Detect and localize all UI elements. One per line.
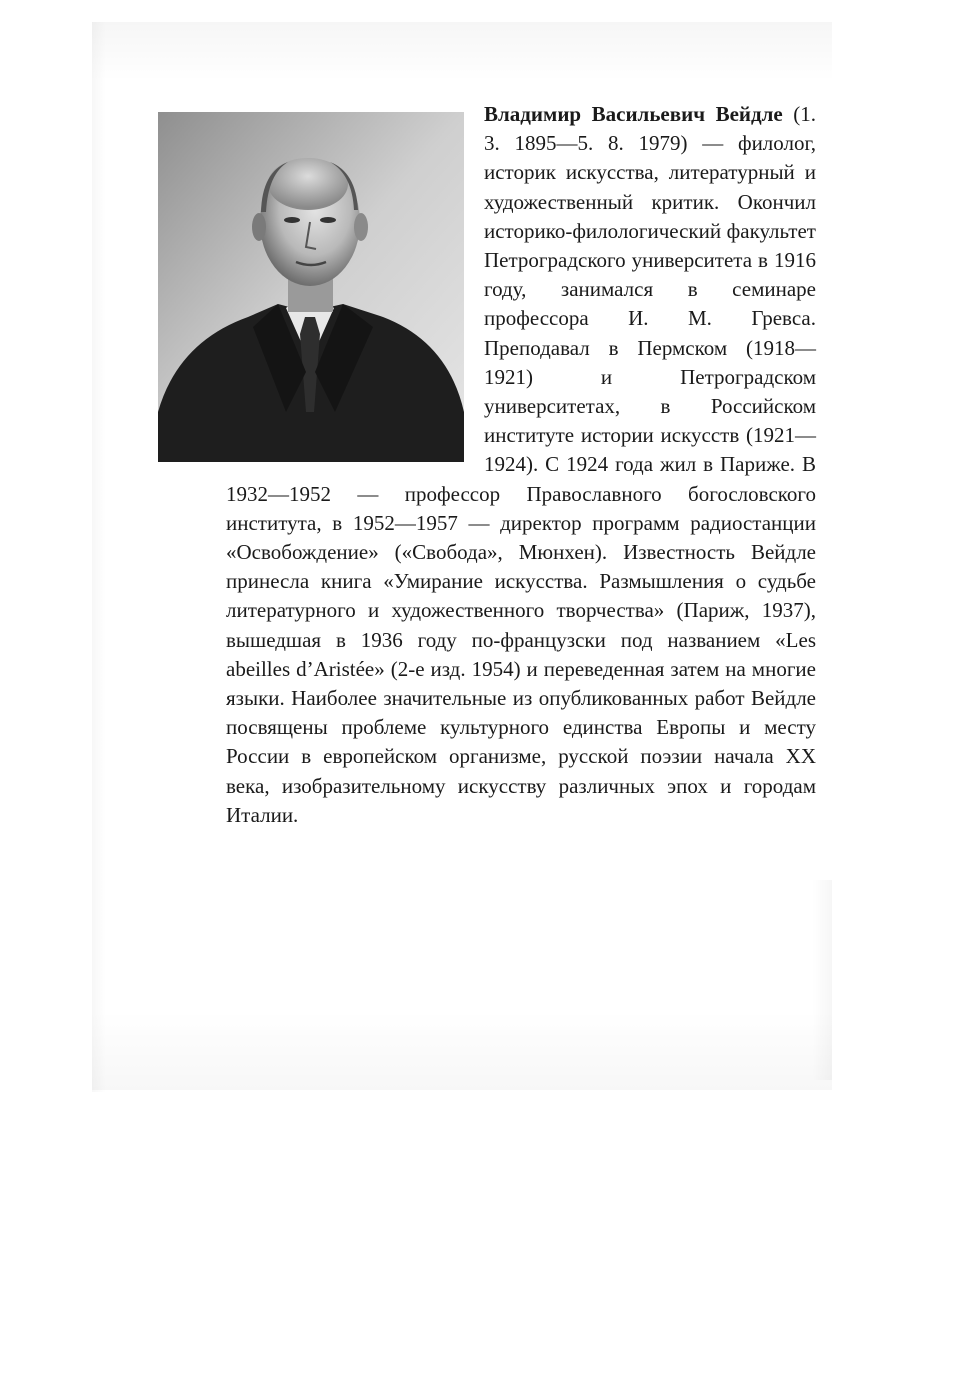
biography-paragraph <box>226 100 816 830</box>
scan-shade <box>812 880 832 1080</box>
biography-entry <box>226 100 816 830</box>
photo-eye <box>284 217 300 223</box>
person-name: Владимир Васильевич Вейдле <box>484 102 783 126</box>
scan-shade <box>92 22 832 82</box>
photo-eye <box>320 217 336 223</box>
life-dates: (1. 3. 1895—5. 8. 1979) — <box>484 102 816 156</box>
portrait-photo-svg <box>158 112 464 462</box>
scan-shade <box>92 1010 832 1090</box>
portrait-photo <box>158 112 464 462</box>
photo-ear <box>252 213 266 241</box>
scan-shade <box>92 22 106 1092</box>
biography-text: филолог, историк искусства, литературный и художественный критик. Окончил историко-филологический факультет Петроградского университета в 1916 году, занимался в семинаре профессора И. М. Гревса. Преподавал в Пермском (1918—1921) и Петроградском университетах, в Российском институте истории искусств (1921—1924). С 1924 года жил в Париже. В 1932—1952 — профессор Православного богословского института, в 1952—1957 — директор программ радиостанции «Освобождение» («Свобода», Мюнхен). Известность Вейдле принесла книга «Умирание искусства. Размышления о судьбе литературного и художественного творчества» (Париж, 1937), вышедшая в 1936 году по-французски под названием «Les abeilles d’Aristée» (2-е изд. 1954) и переведенная затем на многие языки. Наиболее значительные из опубликованных работ Вейдле посвящены проблеме культурного единства Европы и месту России в европейском организме, русской поэзии начала XX века, изобразительному искусству различных эпох и городам Италии. <box>226 131 816 827</box>
photo-ear <box>354 213 368 241</box>
